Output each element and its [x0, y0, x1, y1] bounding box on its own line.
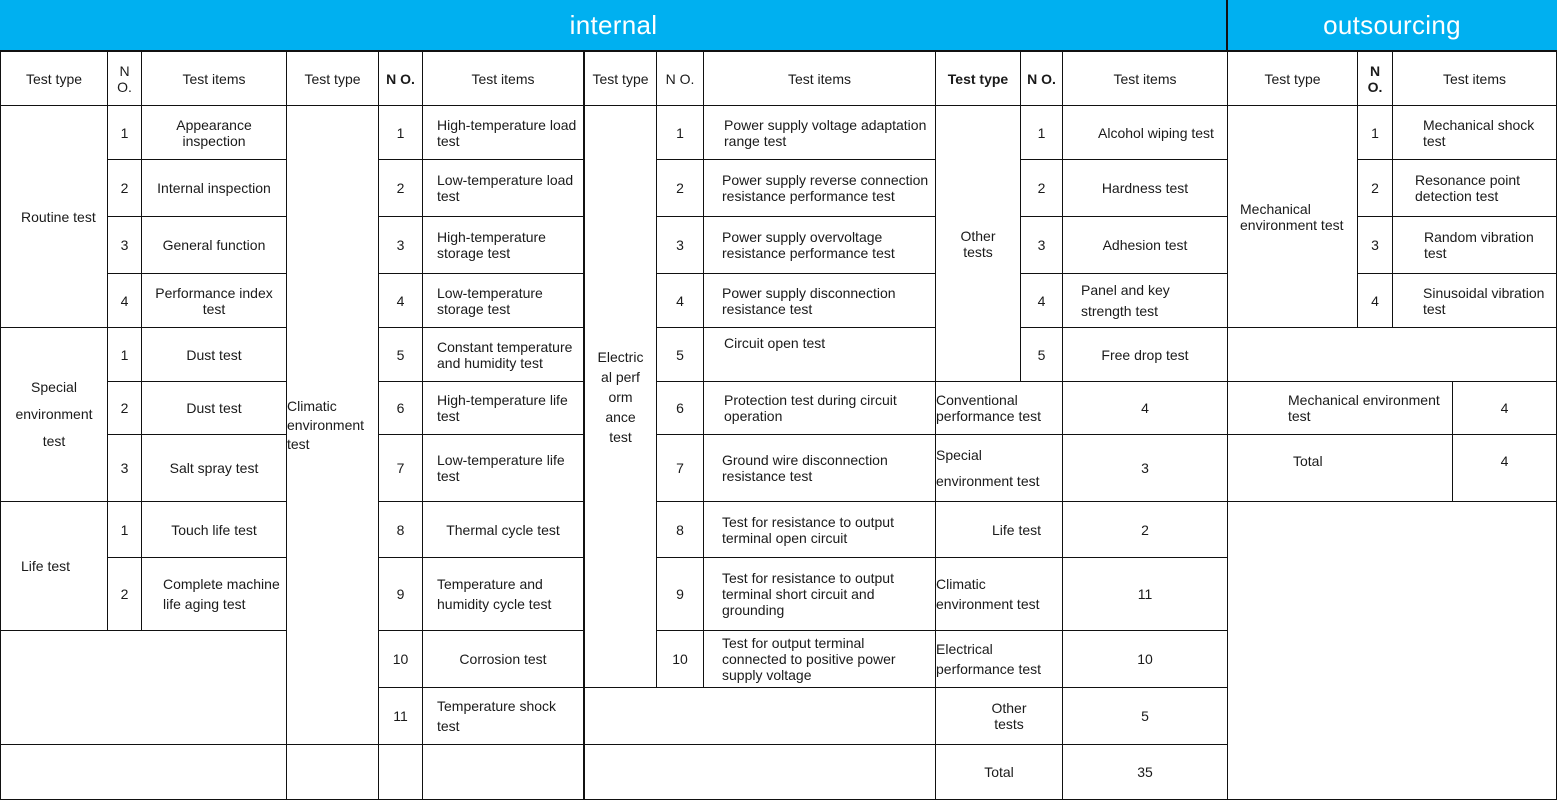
summary-total-label: Total	[935, 744, 1063, 800]
row-no: 8	[656, 501, 704, 558]
row-item: Performance index test	[141, 273, 287, 328]
out-summary-total-label: Total	[1227, 434, 1453, 502]
row-item: Power supply disconnection resistance test	[703, 273, 936, 328]
row-no: 9	[656, 557, 704, 631]
row-item: Dust test	[141, 327, 287, 382]
empty-cell	[1227, 327, 1557, 382]
header-no: N O.	[1020, 51, 1063, 106]
row-item: Dust test	[141, 381, 287, 435]
row-no: 3	[656, 216, 704, 274]
row-no: 1	[378, 105, 423, 160]
header-test-type: Test type	[1227, 51, 1358, 106]
header-no: N O.	[656, 51, 704, 106]
row-no: 4	[107, 273, 142, 328]
row-no: 2	[107, 159, 142, 217]
row-no: 6	[656, 381, 704, 435]
summary-count: 4	[1062, 381, 1228, 435]
empty-cell	[0, 630, 287, 745]
row-no: 8	[378, 501, 423, 558]
summary-type: Special environment test	[935, 434, 1063, 502]
section-header-internal: internal	[0, 0, 1227, 50]
row-item: Panel and key strength test	[1062, 273, 1228, 328]
row-item: High-temperature life test	[422, 381, 584, 435]
summary-count: 5	[1062, 687, 1228, 745]
empty-cell	[422, 744, 584, 800]
empty-cell	[584, 687, 936, 745]
row-no: 11	[378, 687, 423, 745]
row-item: High-temperature storage test	[422, 216, 584, 274]
row-no: 3	[1357, 216, 1393, 274]
row-no: 10	[378, 630, 423, 688]
row-item: Circuit open test	[703, 327, 936, 382]
header-test-type: Test type	[584, 51, 657, 106]
header-test-type: Test type	[0, 51, 108, 106]
type-life: Life test	[0, 501, 108, 631]
summary-count: 2	[1062, 501, 1228, 558]
row-no: 7	[656, 434, 704, 502]
header-test-items: Test items	[1392, 51, 1557, 106]
row-no: 4	[1020, 273, 1063, 328]
row-item: Touch life test	[141, 501, 287, 558]
row-item: Salt spray test	[141, 434, 287, 502]
type-mechanical-environment: Mechanical environment test	[1227, 105, 1358, 328]
row-no: 5	[656, 327, 704, 382]
row-item: Protection test during circuit operation	[703, 381, 936, 435]
type-climatic-environment: Climatic environment test	[286, 105, 379, 745]
row-item: Internal inspection	[141, 159, 287, 217]
empty-cell	[286, 744, 379, 800]
summary-count: 11	[1062, 557, 1228, 631]
summary-count: 3	[1062, 434, 1228, 502]
row-item: Thermal cycle test	[422, 501, 584, 558]
row-item: Resonance point detection test	[1392, 159, 1557, 217]
row-no: 2	[107, 381, 142, 435]
row-item: Complete machine life aging test	[141, 557, 287, 631]
header-test-items: Test items	[141, 51, 287, 106]
header-test-items: Test items	[1062, 51, 1228, 106]
row-item: Low-temperature storage test	[422, 273, 584, 328]
empty-cell	[378, 744, 423, 800]
row-item: Low-temperature life test	[422, 434, 584, 502]
row-no: 10	[656, 630, 704, 688]
row-item: Power supply voltage adaptation range test	[703, 105, 936, 160]
summary-count: 10	[1062, 630, 1228, 688]
row-item: Free drop test	[1062, 327, 1228, 382]
header-no: N O.	[1357, 51, 1393, 106]
row-item: Test for resistance to output terminal short circuit and grounding	[703, 557, 936, 631]
type-other-tests: Other tests	[935, 105, 1021, 382]
row-no: 2	[1020, 159, 1063, 217]
section-header-outsourcing: outsourcing	[1227, 0, 1557, 50]
row-item: Test for output terminal connected to positive power supply voltage	[703, 630, 936, 688]
row-item: Ground wire disconnection resistance test	[703, 434, 936, 502]
row-item: Constant temperature and humidity test	[422, 327, 584, 382]
row-no: 4	[1357, 273, 1393, 328]
row-item: Corrosion test	[422, 630, 584, 688]
header-test-items: Test items	[703, 51, 936, 106]
header-test-items: Test items	[422, 51, 584, 106]
row-item: Sinusoidal vibration test	[1392, 273, 1557, 328]
row-item: Mechanical shock test	[1392, 105, 1557, 160]
row-item: Hardness test	[1062, 159, 1228, 217]
row-no: 1	[1357, 105, 1393, 160]
row-no: 7	[378, 434, 423, 502]
summary-type: Climatic environment test	[935, 557, 1063, 631]
row-no: 4	[378, 273, 423, 328]
row-no: 2	[1357, 159, 1393, 217]
header-no: N O.	[378, 51, 423, 106]
summary-type: Electrical performance test	[935, 630, 1063, 688]
row-item: Alcohol wiping test	[1062, 105, 1228, 160]
type-electrical-performance: Electric al perf orm ance test	[584, 105, 657, 688]
empty-cell	[1227, 501, 1557, 800]
row-no: 2	[107, 557, 142, 631]
row-no: 2	[378, 159, 423, 217]
row-no: 5	[378, 327, 423, 382]
header-test-type: Test type	[286, 51, 379, 106]
row-no: 3	[378, 216, 423, 274]
row-no: 1	[656, 105, 704, 160]
row-item: Test for resistance to output terminal open circuit	[703, 501, 936, 558]
row-item: Temperature shock test	[422, 687, 584, 745]
row-no: 1	[107, 327, 142, 382]
row-no: 4	[656, 273, 704, 328]
row-no: 3	[107, 434, 142, 502]
row-item: Temperature and humidity cycle test	[422, 557, 584, 631]
row-item: Appearance inspection	[141, 105, 287, 160]
section-divider	[1226, 0, 1228, 50]
type-routine: Routine test	[0, 105, 108, 328]
row-no: 3	[107, 216, 142, 274]
row-no: 5	[1020, 327, 1063, 382]
row-item: Power supply reverse connection resistance performance test	[703, 159, 936, 217]
row-no: 3	[1020, 216, 1063, 274]
header-no: N O.	[107, 51, 142, 106]
summary-type: Other tests	[935, 687, 1063, 745]
out-summary-type: Mechanical environment test	[1227, 381, 1453, 435]
row-no: 2	[656, 159, 704, 217]
out-summary-count: 4	[1452, 381, 1557, 435]
row-item: Adhesion test	[1062, 216, 1228, 274]
row-no: 6	[378, 381, 423, 435]
row-item: General function	[141, 216, 287, 274]
row-no: 1	[107, 105, 142, 160]
row-no: 9	[378, 557, 423, 631]
row-item: Power supply overvoltage resistance performance test	[703, 216, 936, 274]
row-item: Random vibration test	[1392, 216, 1557, 274]
empty-cell	[584, 744, 936, 800]
row-no: 1	[1020, 105, 1063, 160]
row-no: 1	[107, 501, 142, 558]
header-test-type: Test type	[935, 51, 1021, 106]
type-special-environment: Special environment test	[0, 327, 108, 502]
row-item: High-temperature load test	[422, 105, 584, 160]
row-item: Low-temperature load test	[422, 159, 584, 217]
summary-total-count: 35	[1062, 744, 1228, 800]
empty-cell	[0, 744, 287, 800]
summary-type: Life test	[935, 501, 1063, 558]
summary-type: Conventional performance test	[935, 381, 1063, 435]
out-summary-total-count: 4	[1452, 434, 1557, 502]
